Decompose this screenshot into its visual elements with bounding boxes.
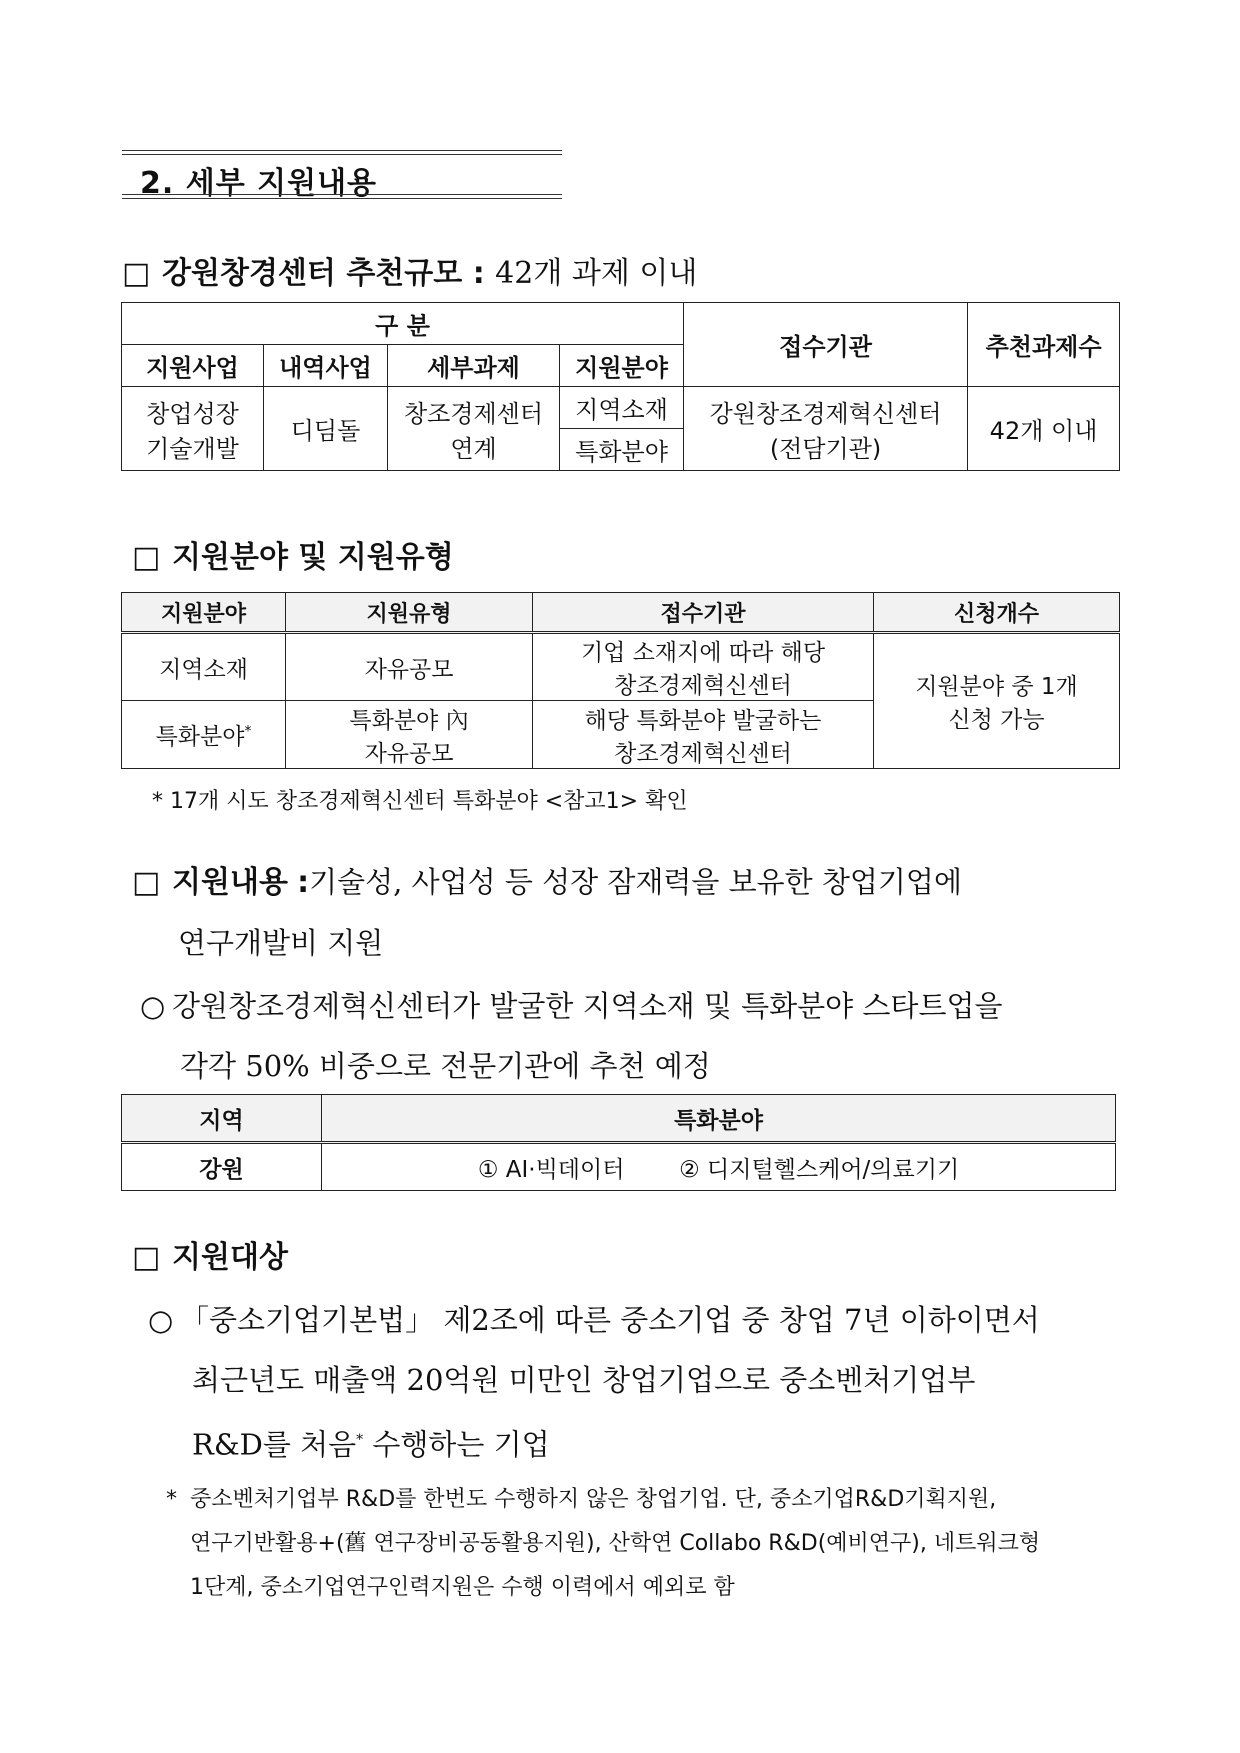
agency-line: 강원창조경제혁신센터 [709, 399, 942, 428]
target-text: 「중소기업기본법」 제2조에 따른 중소기업 중 창업 7년 이하이면서 [180, 1303, 1040, 1337]
recommend-value: 42개 과제 이내 [495, 256, 698, 291]
recommend-colon: : [472, 256, 485, 291]
target-text: 수행하는 기업 [372, 1427, 550, 1462]
col-header-agency: 접수기관 [533, 593, 874, 633]
field-cell: 지역소재 [560, 387, 684, 429]
checkbox-icon: □ [132, 865, 161, 900]
agency-cell [533, 633, 874, 701]
task-line: 연계 [450, 434, 497, 463]
task-cell [388, 387, 560, 471]
recommend-heading-label: 강원창경센터 추천규모 [162, 256, 463, 291]
field-cell: 특화분야 [560, 429, 684, 471]
agency-line: 기업 소재지에 따라 해당 [580, 640, 826, 666]
field-type-heading-label: 지원분야 및 지원유형 [172, 540, 454, 575]
bullet-icon: ○ [148, 1303, 174, 1337]
bullet-line: 각각 50% 비중으로 전문기관에 추천 예정 [180, 1049, 711, 1083]
agency-line: 창조경제혁신센터 [614, 673, 792, 699]
target-heading-label: 지원대상 [172, 1240, 288, 1275]
type-line: 자유공모 [364, 740, 454, 767]
field-cell: 지역소재 [122, 633, 286, 701]
specialty-item: ① AI·빅데이터 [477, 1156, 625, 1183]
recommend-heading [122, 248, 697, 292]
type-cell: 자유공모 [286, 633, 533, 701]
col-header-field: 지원분야 [560, 345, 684, 387]
count-line: 지원분야 중 1개 [915, 674, 1078, 700]
content-bullet [140, 976, 1002, 1037]
bullet-icon: ○ [140, 989, 166, 1023]
footnote-mark: * [356, 1432, 364, 1448]
specialty-table [121, 1094, 1116, 1191]
content-colon: : [297, 865, 310, 900]
col-header-specialty: 특화분야 [322, 1095, 1116, 1143]
recommend-table [121, 302, 1120, 471]
col-header-field: 지원분야 [122, 593, 286, 633]
agency-cell [533, 701, 874, 769]
bullet-line: 강원창조경제혁신센터가 발굴한 지역소재 및 특화분야 스타트업을 [172, 989, 1003, 1023]
field-type-heading [132, 532, 454, 576]
type-line: 특화분야 內 [349, 707, 469, 734]
target-line: 최근년도 매출액 20억원 미만인 창업기업으로 중소벤처기업부 [192, 1363, 976, 1397]
col-header-count: 신청개수 [874, 593, 1120, 633]
agency-cell [684, 387, 968, 471]
col-header-program: 지원사업 [122, 345, 264, 387]
target-line [148, 1290, 1040, 1351]
content-heading: 지원내용 [172, 865, 288, 900]
checkbox-icon: □ [132, 540, 161, 575]
agency-line: 해당 특화분야 발굴하는 [584, 707, 822, 734]
subprogram-cell: 디딤돌 [264, 387, 388, 471]
field-type-table [121, 592, 1120, 769]
col-header-subprogram: 내역사업 [264, 345, 388, 387]
specialty-cell [322, 1143, 1116, 1191]
target-note [166, 1478, 1126, 1610]
col-header-task: 세부과제 [388, 345, 560, 387]
program-line: 기술개발 [146, 434, 239, 463]
agency-header: 접수기관 [684, 303, 968, 387]
footnote-mark: * [166, 1487, 177, 1512]
target-text: R&D를 처음 [192, 1427, 357, 1462]
task-line: 창조경제센터 [403, 399, 544, 428]
target-heading [132, 1232, 288, 1276]
agency-line: (전담기관) [769, 434, 882, 463]
checkbox-icon: □ [132, 1240, 161, 1275]
agency-line: 창조경제혁신센터 [614, 740, 792, 767]
note-line: 중소벤처기업부 R&D를 한번도 수행하지 않은 창업기업. 단, 중소기업R&D기획지원, [190, 1487, 997, 1512]
program-cell [122, 387, 264, 471]
section-title [122, 150, 562, 202]
group-header: 구 분 [122, 303, 684, 345]
col-header-type: 지원유형 [286, 593, 533, 633]
section-title-text: 2. 세부 지원내용 [140, 166, 378, 201]
target-line [192, 1410, 550, 1476]
type-cell [286, 701, 533, 769]
content-text: 기술성, 사업성 등 성장 잠재력을 보유한 창업기업에 [309, 865, 962, 899]
col-header-region: 지역 [122, 1095, 322, 1143]
field-label: 특화분야 [155, 724, 245, 750]
count-header: 추천과제수 [968, 303, 1120, 387]
note-line: 1단계, 중소기업연구인력지원은 수행 이력에서 예외로 함 [190, 1575, 735, 1600]
table2-footnote: * 17개 시도 창조경제혁신센터 특화분야 <참고1> 확인 [152, 789, 688, 814]
region-cell: 강원 [122, 1143, 322, 1191]
footnote-mark: * [244, 723, 252, 740]
program-line: 창업성장 [146, 399, 239, 428]
field-cell [122, 701, 286, 769]
count-line: 신청 가능 [948, 707, 1045, 733]
count-cell: 42개 이내 [968, 387, 1120, 471]
content-section [132, 852, 1132, 974]
content-line [132, 852, 1132, 913]
checkbox-icon: □ [122, 256, 151, 291]
specialty-item: ② 디지털헬스케어/의료기기 [679, 1156, 960, 1183]
content-line: 연구개발비 지원 [178, 926, 384, 960]
note-line: 연구기반활용+(舊 연구장비공동활용지원), 산학연 Collabo R&D(예비연구), 네트워크형 [190, 1531, 1041, 1556]
count-cell [874, 633, 1120, 769]
